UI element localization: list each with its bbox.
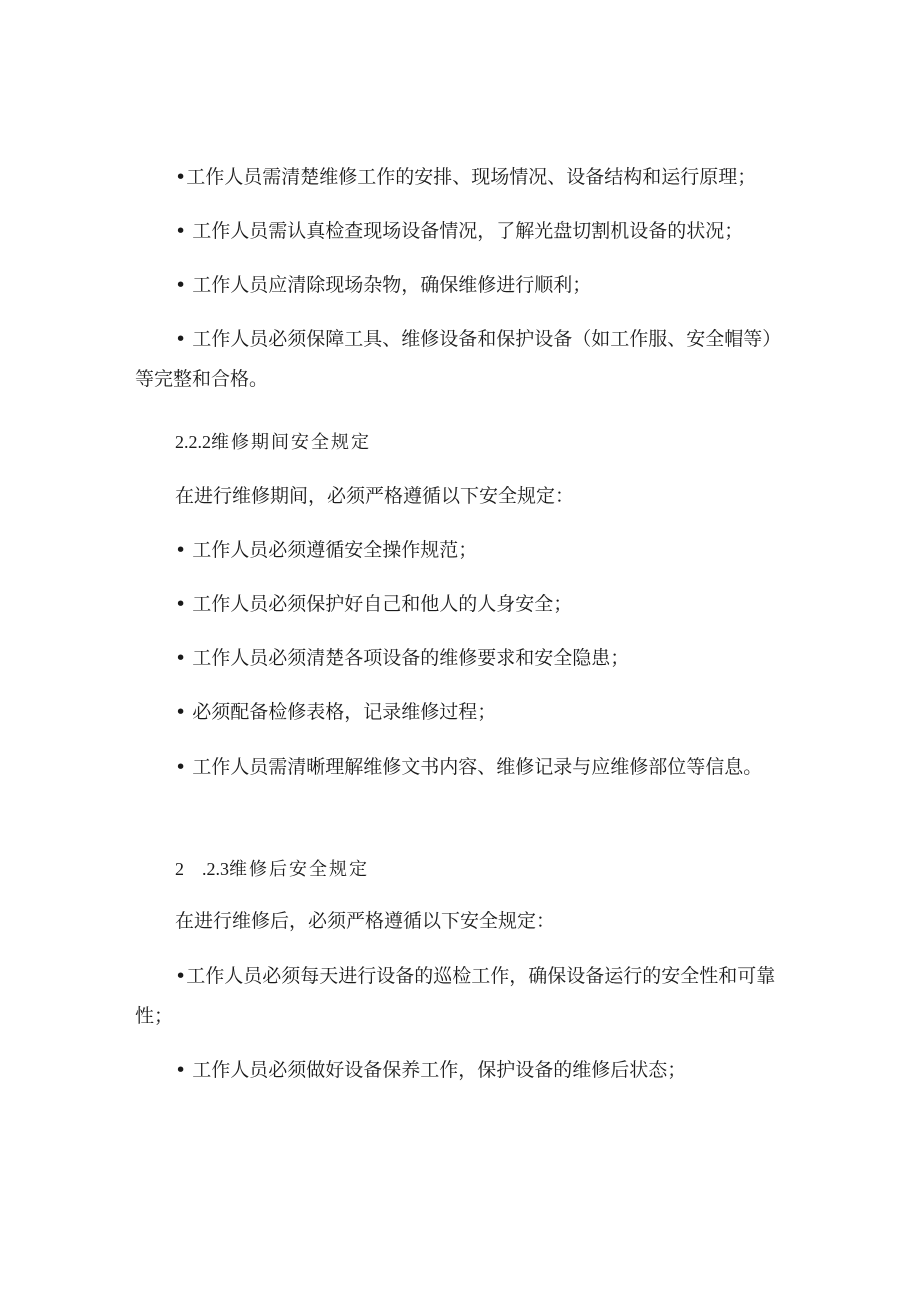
bullet-item: •工作人员必须每天进行设备的巡检工作，确保设备运行的安全性和可靠性；	[135, 965, 776, 1027]
bullet-item: • 工作人员必须遵循安全操作规范；	[175, 539, 478, 561]
paragraph: 在进行维修期间，必须严格遵循以下安全规定：	[175, 485, 575, 507]
bullet-item: • 工作人员需清晰理解维修文书内容、维修记录与应维修部位等信息。	[175, 756, 763, 778]
section-title: 维修期间安全规定	[211, 432, 371, 453]
bullet-item: •工作人员需清楚维修工作的安排、现场情况、设备结构和运行原理；	[175, 166, 757, 188]
bullet-item: • 工作人员必须保护好自己和他人的人身安全；	[175, 593, 573, 615]
bullet-item: • 工作人员应清除现场杂物，确保维修进行顺利；	[175, 274, 592, 296]
section-heading	[175, 857, 369, 882]
section-number: 2 .2.3	[175, 859, 229, 879]
paragraph: 在进行维修后，必须严格遵循以下安全规定：	[175, 910, 556, 932]
bullet-item: • 必须配备检修表格，记录维修过程；	[175, 701, 497, 723]
section-title: 维修后安全规定	[229, 859, 369, 880]
bullet-item: • 工作人员必须保障工具、维修设备和保护设备（如工作服、安全帽等）等完整和合格。	[135, 328, 782, 390]
section-heading	[175, 430, 371, 455]
bullet-item: • 工作人员必须清楚各项设备的维修要求和安全隐患；	[175, 647, 630, 669]
bullet-item: • 工作人员需认真检查现场设备情况，了解光盘切割机设备的状况；	[175, 220, 744, 242]
section-number: 2.2.2	[175, 432, 211, 452]
bullet-item: • 工作人员必须做好设备保养工作，保护设备的维修后状态；	[175, 1059, 687, 1081]
